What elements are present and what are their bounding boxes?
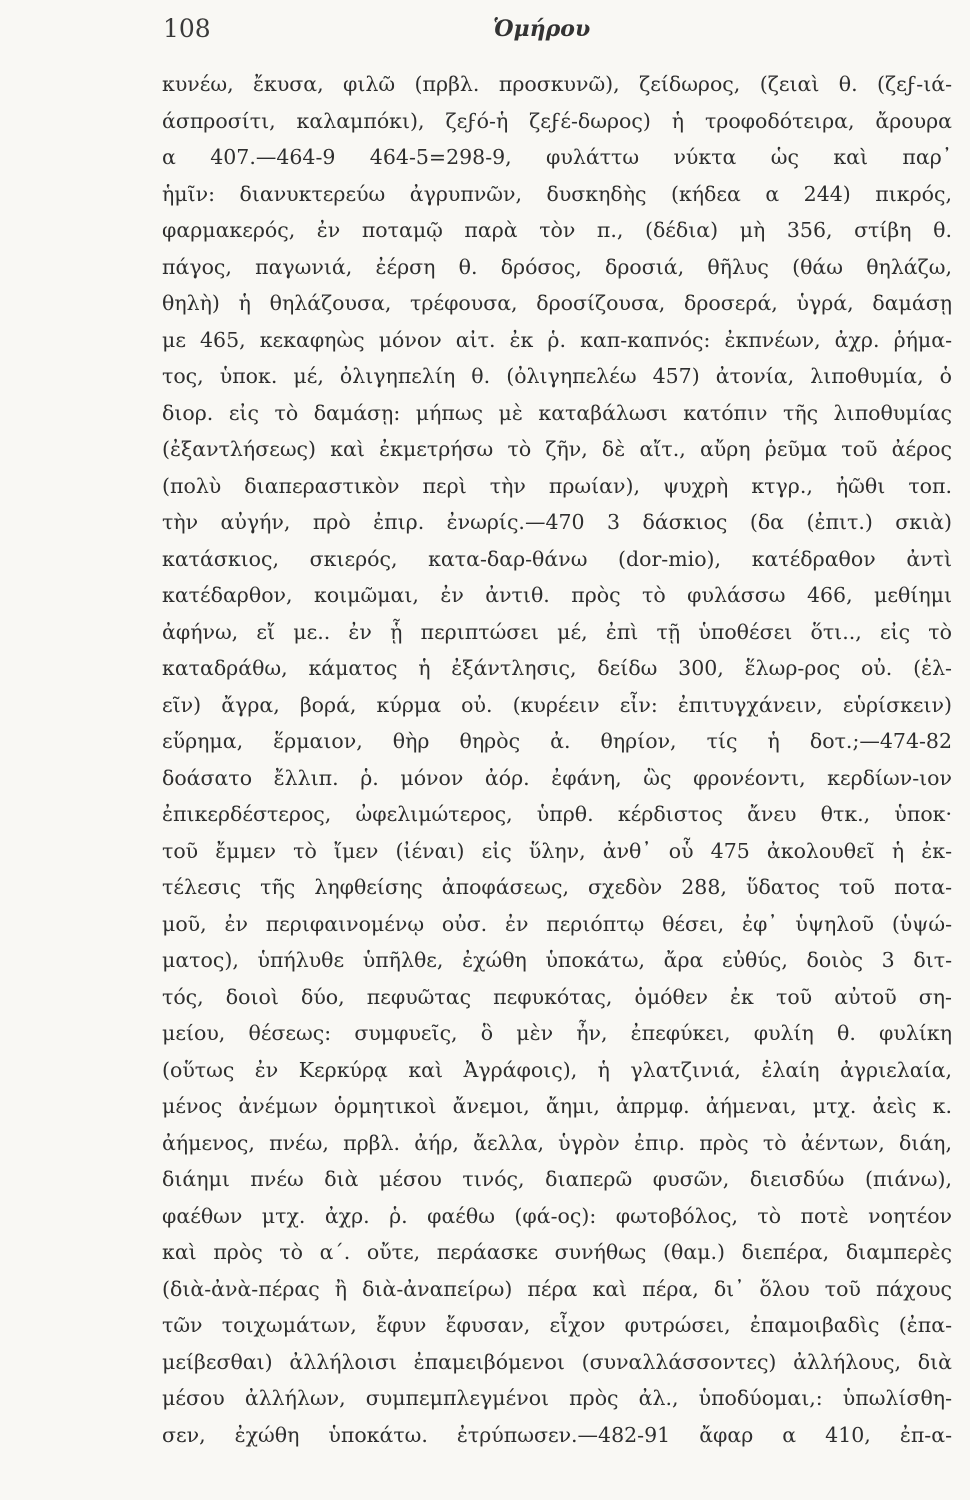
text-line: μένος ἀνέμων ὁρμητικοὶ ἄνεμοι, ἄημι, ἀπρμφ. ἀήμεναι, μτχ. ἀεὶς κ.: [162, 1094, 952, 1118]
text-line: ἐπικερδέστερος, ὠφελιμώτερος, ὑπρθ. κέρδιστος ἄνευ θτκ., ὑποκ·: [162, 802, 952, 826]
text-line: μοῦ, ἐν περιφαινομένῳ οὐσ. ἐν περιόπτῳ θέσει, ἐφ᾽ ὑψηλοῦ (ὑψώ-: [162, 911, 952, 936]
text-line: εὕρημα, ἕρμαιον, θὴρ θηρὸς ἀ. θηρίον, τίς ἡ δοτ.;—474-82: [162, 729, 952, 753]
text-line: τος, ὑποκ. μέ, ὀλιγηπελίη θ. (ὀλιγηπελέω 457) ἀτονία, λιποθυμία, ὁ: [162, 364, 952, 388]
text-line: τοῦ ἔμμεν τὸ ἴμεν (ἰέναι) εἰς ὕλην, ἀνθ᾽ οὗ 475 ἀκολουθεῖ ἡ ἐκ-: [162, 838, 952, 863]
text-line: τός, δοιοὶ δύο, πεφυῶτας πεφυκότας, ὁμόθεν ἐκ τοῦ αὐτοῦ ση-: [162, 984, 952, 1009]
text-line: ἡμῖν: διανυκτερεύω ἀγρυπνῶν, δυσκηδὴς (κήδεα α 244) πικρός,: [162, 181, 952, 206]
text-line: α 407.—464-9 464-5=298-9, φυλάττω νύκτα ὡς καὶ παρ᾽: [162, 145, 952, 169]
text-line: φαέθων μτχ. ἀχρ. ῥ. φαέθω (φά-ος): φωτοβόλος, τὸ ποτὲ νοητέον: [162, 1203, 952, 1228]
text-line: τέλεσις τῆς ληφθείσης ἀποφάσεως, σχεδὸν 288, ὕδατος τοῦ ποτα-: [162, 875, 952, 899]
text-line: σεν, ἐχώθη ὑποκάτω. ἐτρύπωσεν.—482-91 ἄφαρ α 410, ἐπ-α-: [162, 1422, 952, 1447]
text-line: με 465, κεκαφηὼς μόνον αἰτ. ἐκ ῥ. καπ-καπνός: ἐκπνέων, ἀχρ. ῥήμα-: [162, 327, 952, 352]
text-line: τὴν αὐγήν, πρὸ ἐπιρ. ἐνωρίς.—470 3 δάσκιος (δα (ἐπιτ.) σκιὰ): [162, 510, 952, 534]
text-line: καὶ πρὸς τὸ α΄. οὔτε, περάασκε συνήθως (θαμ.) διεπέρα, διαμπερὲς: [162, 1240, 952, 1264]
commentary-text: [162, 66, 952, 1453]
text-line: τῶν τοιχωμάτων, ἔφυν ἔφυσαν, εἶχον φυτρώσει, ἐπαμοιβαδὶς (ἐπα-: [162, 1313, 952, 1337]
text-line: καταδράθω, κάματος ἡ ἐξάντλησις, δείδω 300, ἕλωρ-ρος οὐ. (ἑλ-: [162, 656, 952, 680]
running-head: Ὁμήρου: [493, 16, 591, 42]
text-line: κατάσκιος, σκιερός, κατα-δαρ-θάνω (dor-mio), κατέδραθον ἀντὶ: [162, 546, 952, 571]
text-line: άσπροσίτι, καλαμπόκι), ζεϝό-ἡ ζεϝέ-δωρος) ἡ τροφοδότειρα, ἄρουρα: [162, 108, 952, 133]
text-line: μείβεσθαι) ἀλλήλοισι ἐπαμειβόμενοι (συναλλάσσοντες) ἀλλήλους, διὰ: [162, 1349, 952, 1374]
text-line: ἀήμενος, πνέω, πρβλ. ἀήρ, ἄελλα, ὑγρὸν ἐπιρ. πρὸς τὸ ἀέντων, διάη,: [162, 1130, 952, 1155]
text-line: πάγος, παγωνιά, ἐέρση θ. δρόσος, δροσιά, θῆλυς (θάω θηλάζω,: [162, 254, 952, 279]
text-line: διάημι πνέω διὰ μέσου τινός, διαπερῶ φυσῶν, διεισδύω (πιάνω),: [162, 1167, 952, 1191]
text-line: κατέδαρθον, κοιμῶμαι, ἐν ἀντιθ. πρὸς τὸ φυλάσσω 466, μεθίημι: [162, 583, 952, 607]
text-line: δοάσατο ἔλλιπ. ῥ. μόνον ἀόρ. ἐφάνη, ὣς φρονέοντι, κερδίων-ιον: [162, 765, 952, 790]
page-number: 108: [163, 14, 211, 43]
text-line: (οὕτως ἐν Κερκύρᾳ καὶ Ἀγράφοις), ἡ γλατζινιά, ἐλαίη ἀγριελαία,: [162, 1057, 952, 1082]
text-line: (πολὺ διαπεραστικὸν περὶ τὴν πρωίαν), ψυχρὴ κτγρ., ἠῶθι τοπ.: [162, 473, 952, 498]
text-line: θηλὴ) ἡ θηλάζουσα, τρέφουσα, δροσίζουσα, δροσερά, ὑγρά, δαμάσῃ: [162, 291, 952, 315]
text-line: μέσου ἀλλήλων, συμπεμπλεγμένοι πρὸς ἀλ., ὑποδύομαι,: ὑπωλίσθη-: [162, 1386, 952, 1410]
text-line: κυνέω, ἔκυσα, φιλῶ (πρβλ. προσκυνῶ), ζείδωρος, (ζειαὶ θ. (ζεϝ-ιά-: [162, 72, 952, 96]
text-line: διορ. εἰς τὸ δαμάσῃ: μήπως μὲ καταβάλωσι κατόπιν τῆς λιποθυμίας: [162, 400, 952, 425]
text-line: (ἐξαντλήσεως) καὶ ἐκμετρήσω τὸ ζῆν, δὲ αἴτ., αὔρη ῥεῦμα τοῦ ἀέρος: [162, 437, 952, 461]
text-line: ἀφήνω, εἴ με.. ἐν ᾗ περιπτώσει μέ, ἐπὶ τῇ ὑποθέσει ὅτι.., εἰς τὸ: [162, 619, 952, 644]
text-line: φαρμακερός, ἐν ποταμῷ παρὰ τὸν π., (δέδια) μὴ 356, στίβη θ.: [162, 218, 952, 242]
text-line: μείου, θέσεως: συμφυεῖς, ὃ μὲν ἦν, ἐπεφύκει, φυλίη θ. φυλίκη: [162, 1021, 952, 1045]
page-header: [163, 14, 953, 54]
text-line: ματος), ὑπήλυθε ὑπῆλθε, ἐχώθη ὑποκάτω, ἄρα εὐθύς, δοιὸς 3 διτ-: [162, 948, 952, 972]
text-line: εῖν) ἄγρα, βορά, κύρμα οὐ. (κυρέειν εἶν: ἐπιτυγχάνειν, εὑρίσκειν): [162, 692, 952, 717]
text-line: (διὰ-ἀνὰ-πέρας ἢ διὰ-ἀναπείρω) πέρα καὶ πέρα, δι᾽ ὅλου τοῦ πάχους: [162, 1276, 952, 1301]
